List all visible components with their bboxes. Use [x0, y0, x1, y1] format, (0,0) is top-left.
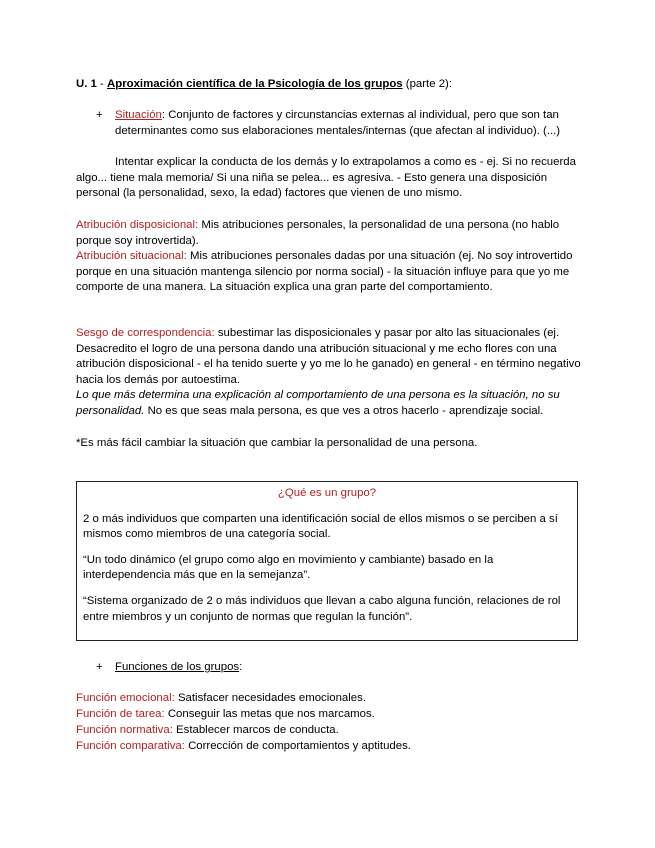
atribucion-situacional-text: Mis atribuciones personales dadas por una situación (ej. No soy introvertido porque en una situación mantenga silencio por norma social) - la situación influye para que yo me comporte de una manera. La situación explica una gran parte del comportamiento. [76, 250, 573, 294]
paragraph-conducta: Intentar explicar la conducta de los demás y lo extrapolamos a como es - ej. Si no recuerda algo... tiene mala memoria/ Si una niña se pelea... es agresiva. - Esto genera una disposición personal (la personalidad, sexo, la edad) factores que vienen de uno mismo. [76, 156, 576, 200]
box-definition-1: 2 o más individuos que comparten una identificación social de ellos mismos o se perciben a sí mismos como miembros de una categoría social. [83, 512, 558, 541]
situacion-bullet-item [96, 108, 596, 139]
atribucion-situacional-term: Atribución situacional: [76, 250, 187, 262]
sesgo-term: Sesgo de correspondencia: [76, 327, 215, 339]
situacion-term: Situación [115, 109, 162, 121]
atribucion-disposicional [76, 218, 586, 249]
unit-separator: - [96, 78, 108, 90]
funciones-heading-colon: : [239, 661, 243, 673]
atribucion-disposicional-term: Atribución disposicional: [76, 219, 199, 231]
bullet-plus-icon: + [96, 661, 103, 673]
atribucion-situacional [76, 249, 586, 296]
list-item [76, 690, 586, 706]
unit-heading [76, 77, 586, 93]
bullet-plus-icon: + [96, 109, 103, 121]
funciones-heading-text: Funciones de los grupos [115, 661, 240, 673]
box-definition-2: “Un todo dinámico (el grupo como algo en movimiento y cambiante) basado en la interdependencia más que en la semejanza”. [83, 553, 494, 582]
funcion-term: Función emocional: [76, 692, 175, 704]
funcion-term: Función comparativa: [76, 740, 185, 752]
note-situacion: *Es más fácil cambiar la situación que cambiar la personalidad de una persona. [76, 437, 478, 449]
funciones-list [76, 690, 586, 754]
funciones-heading [115, 660, 596, 676]
funcion-text: Corrección de comportamientos y aptitudes. [184, 740, 411, 752]
funcion-term: Función normativa: [76, 724, 173, 736]
situacion-text [115, 108, 596, 139]
funcion-text: Conseguir las metas que nos marcamos. [164, 708, 375, 720]
unit-suffix: (parte 2): [402, 78, 453, 90]
unit-title: Aproximación científica de la Psicología de los grupos [107, 78, 403, 90]
situacion-definition: : Conjunto de factores y circunstancias externas al individual, pero que son tan determinantes como sus elaboraciones mentales/internas (que afectan al individuo). (...) [115, 109, 561, 137]
sesgo-correspondencia [76, 326, 586, 420]
funcion-text: Satisfacer necesidades emocionales. [174, 692, 366, 704]
grupo-definition-box [76, 481, 578, 641]
box-definition-3: “Sistema organizado de 2 o más individuos que llevan a cabo alguna función, relaciones de rol entre miembros y un conjunto de normas que regulan la función”. [83, 594, 561, 623]
sesgo-after: No es que seas mala persona, es que ves a otros hacerlo - aprendizaje social. [144, 404, 544, 417]
list-item [76, 722, 586, 738]
sesgo-text: subestimar las disposicionales y pasar por alto las situacionales (ej. Desacredito el logro de una persona dando una atribución situacional y me echo flores con una atribución disposicional - el ha tenido suerte y yo me lo he ganado) en general - en término negativo hacia los demás por autoestima. [76, 327, 581, 386]
funcion-text: Establecer marcos de conducta. [172, 724, 339, 736]
atribucion-disposicional-text: Mis atribuciones personales, la personalidad de una persona (no hablo porque soy introvertida). [76, 219, 560, 247]
list-item [76, 738, 586, 754]
unit-number: U. 1 [76, 78, 97, 90]
sesgo-italic-note: Lo que más determina una explicación al comportamiento de una persona es la situación, no su personalidad. [76, 389, 560, 417]
funcion-term: Función de tarea: [76, 708, 165, 720]
funciones-bullet-item [96, 660, 596, 676]
box-title: ¿Qué es un grupo? [277, 487, 377, 499]
list-item [76, 706, 586, 722]
